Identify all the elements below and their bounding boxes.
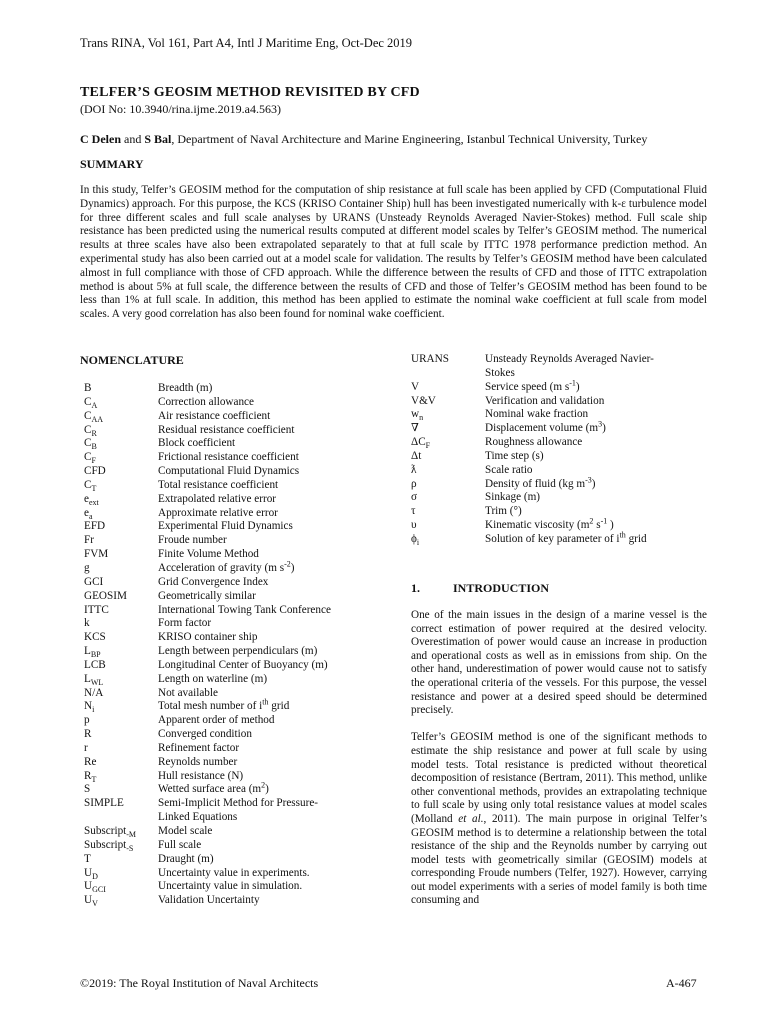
authors-and: and — [121, 132, 145, 146]
nomenclature-symbol: σ — [411, 491, 418, 504]
nomenclature-definition: Kinematic viscosity ($m^2$ $s^{-1}$ ) — [485, 516, 614, 532]
nomenclature-row — [84, 728, 384, 742]
nomenclature-row — [84, 797, 384, 811]
author-1: C Delen — [80, 132, 121, 146]
symbol-subscript: ext — [88, 497, 99, 507]
nomenclature-symbol: $L_{WL}$ — [84, 672, 104, 687]
nomenclature-definition: Experimental Fluid Dynamics — [158, 520, 293, 533]
nomenclature-definition: Length on waterline (m) — [158, 672, 268, 685]
paper-title: TELFER’S GEOSIM METHOD REVISITED BY CFD — [80, 85, 420, 100]
nomenclature-definition: Reynolds number — [158, 755, 238, 768]
nomenclature-definition: Service speed (m $s^{-1}$) — [485, 377, 580, 393]
nomenclature-definition: Approximate relative error — [158, 506, 278, 519]
symbol-subscript: A — [91, 401, 98, 411]
nomenclature-symbol: $U_V$ — [84, 894, 98, 909]
nomenclature-definition: Roughness allowance — [485, 436, 583, 449]
nomenclature-row — [84, 645, 384, 659]
nomenclature-row — [84, 548, 384, 562]
nomenclature-row — [411, 505, 711, 519]
nomenclature-symbol: R — [84, 728, 92, 741]
definition-superscript: -3 — [585, 474, 592, 484]
nomenclature-definition: Stokes — [485, 366, 515, 379]
nomenclature-row — [84, 659, 384, 673]
definition-superscript: th — [262, 697, 269, 707]
nomenclature-row — [84, 520, 384, 534]
symbol-subscript: a — [88, 511, 93, 521]
nomenclature-row — [84, 697, 384, 715]
nomenclature-symbol: r — [84, 741, 88, 754]
nomenclature-row — [84, 839, 384, 853]
nomenclature-definition: Breadth (m) — [158, 382, 213, 394]
nomenclature-row — [84, 756, 384, 770]
definition-superscript: th — [619, 530, 626, 540]
nomenclature-definition: Verification and validation — [485, 394, 605, 407]
nomenclature-symbol — [84, 811, 158, 825]
nomenclature-list-right — [411, 353, 711, 547]
nomenclature-definition: Finite Volume Method — [158, 548, 259, 561]
nomenclature-symbol: $N_i$ — [84, 700, 95, 715]
nomenclature-row — [84, 479, 384, 493]
nomenclature-row — [84, 780, 384, 797]
footer-page-number: A-467 — [666, 976, 697, 990]
symbol-subscript: D — [92, 871, 98, 881]
nomenclature-symbol: υ — [411, 519, 417, 532]
nomenclature-symbol: ∇ — [411, 422, 419, 435]
nomenclature-row — [411, 464, 711, 478]
nomenclature-symbol: ρ — [411, 477, 417, 490]
nomenclature-definition: Refinement factor — [158, 741, 240, 754]
definition-superscript: 2 — [261, 780, 266, 790]
nomenclature-row — [84, 465, 384, 479]
nomenclature-definition: Grid Convergence Index — [158, 575, 269, 588]
nomenclature-symbol: $R_T$ — [84, 769, 97, 784]
nomenclature-row — [84, 410, 384, 424]
nomenclature-row — [411, 395, 711, 409]
nomenclature-definition: KRISO container ship — [158, 631, 258, 644]
nomenclature-list-left — [84, 382, 384, 908]
nomenclature-row — [411, 377, 711, 395]
nomenclature-symbol: $U_{GCI}$ — [84, 880, 106, 895]
nomenclature-definition: Form factor — [158, 617, 212, 630]
nomenclature-definition: Full scale — [158, 838, 202, 851]
introduction-body — [411, 609, 707, 922]
definition-superscript: -2 — [284, 559, 291, 569]
nomenclature-definition: Uncertainty value in experiments. — [158, 866, 310, 879]
symbol-subscript: AA — [91, 414, 104, 424]
nomenclature-definition: Uncertainty value in simulation. — [158, 880, 303, 893]
nomenclature-row — [84, 534, 384, 548]
symbol-subscript: BP — [90, 650, 101, 660]
nomenclature-definition: Apparent order of method — [158, 714, 275, 727]
symbol-subscript: R — [91, 428, 97, 438]
nomenclature-symbol: p — [84, 714, 90, 727]
nomenclature-symbol: S — [84, 783, 91, 796]
nomenclature-row — [84, 631, 384, 645]
nomenclature-definition: Correction allowance — [158, 395, 254, 408]
nomenclature-definition: Froude number — [158, 534, 227, 547]
nomenclature-definition: Solution of key parameter of $i^{th}$ grid — [485, 530, 647, 545]
nomenclature-symbol: V&V — [411, 394, 436, 407]
nomenclature-symbol: $w_n$ — [411, 408, 424, 423]
intro-paragraph-2 — [411, 731, 707, 908]
definition-superscript: 3 — [598, 419, 603, 429]
nomenclature-definition: Not available — [158, 686, 218, 699]
nomenclature-definition: Scale ratio — [485, 463, 533, 476]
nomenclature-symbol: $C_T$ — [84, 478, 97, 494]
nomenclature-definition: Trim (°) — [485, 505, 522, 518]
symbol-subscript: n — [419, 413, 424, 423]
nomenclature-definition: Geometrically similar — [158, 589, 256, 602]
nomenclature-symbol: $C_B$ — [84, 437, 97, 452]
nomenclature-symbol: $L_{BP}$ — [84, 645, 101, 660]
nomenclature-row — [84, 576, 384, 590]
author-affiliation: , Department of Naval Architecture and Marine Engineering, Istanbul Technical University, Turkey — [171, 132, 648, 146]
nomenclature-row — [84, 493, 384, 507]
nomenclature-symbol: $\phi_i$ — [411, 532, 420, 548]
nomenclature-row — [84, 742, 384, 756]
symbol-subscript: V — [92, 899, 98, 909]
nomenclature-symbol: Δt — [411, 449, 422, 462]
nomenclature-row — [84, 825, 384, 839]
nomenclature-definition: International Towing Tank Conference — [158, 603, 331, 616]
nomenclature-row — [411, 408, 711, 422]
symbol-subscript: F — [91, 456, 96, 466]
nomenclature-symbol: Subscript$_{-S}$ — [84, 838, 134, 854]
nomenclature-row — [411, 419, 711, 436]
nomenclature-row — [84, 853, 384, 867]
nomenclature-symbol: N/A — [84, 686, 104, 699]
nomenclature-row — [84, 424, 384, 438]
nomenclature-symbol: V — [411, 380, 420, 393]
nomenclature-definition: Block coefficient — [158, 437, 236, 450]
nomenclature-row — [84, 880, 384, 894]
nomenclature-symbol: CFD — [84, 465, 106, 478]
nomenclature-symbol: $e_{ext}$ — [84, 492, 99, 507]
nomenclature-symbol: Subscript$_{-M}$ — [84, 825, 137, 840]
nomenclature-definition: Sinkage (m) — [485, 491, 540, 504]
section-heading-introduction — [411, 581, 549, 596]
nomenclature-symbol: $C_F$ — [84, 451, 96, 466]
nomenclature-definition: Model scale — [158, 825, 213, 837]
nomenclature-symbol: SIMPLE — [84, 797, 124, 810]
symbol-subscript: GCI — [92, 885, 106, 895]
nomenclature-row — [84, 714, 384, 728]
author-2: S Bal — [144, 132, 172, 146]
nomenclature-symbol: k — [84, 617, 90, 630]
nomenclature-row — [84, 673, 384, 687]
nomenclature-symbol: τ — [411, 505, 416, 518]
nomenclature-definition: Acceleration of gravity (m $s^{-2}$) — [158, 559, 295, 574]
intro-paragraph-2-etal: et al. — [458, 812, 484, 825]
nomenclature-symbol: $\Delta C_F$ — [411, 436, 431, 451]
nomenclature-definition: Length between perpendiculars (m) — [158, 645, 318, 658]
nomenclature-definition: Frictional resistance coefficient — [158, 451, 299, 464]
nomenclature-symbol: ƛ — [411, 463, 417, 476]
doi: (DOI No: 10.3940/rina.ijme.2019.a4.563) — [80, 102, 281, 116]
nomenclature-definition: Draught (m) — [158, 852, 214, 865]
symbol-subscript: WL — [90, 677, 104, 687]
definition-superscript: -1 — [600, 516, 608, 526]
definition-superscript: 2 — [589, 516, 594, 526]
nomenclature-definition: Semi-Implicit Method for Pressure- — [158, 797, 319, 810]
symbol-subscript: -S — [126, 844, 134, 854]
nomenclature-definition: Total resistance coefficient — [158, 478, 279, 491]
nomenclature-symbol: T — [84, 852, 91, 865]
nomenclature-row — [411, 450, 711, 464]
nomenclature-definition: Density of fluid (kg $m^{-3}$) — [485, 474, 596, 490]
nomenclature-row — [84, 590, 384, 604]
nomenclature-definition: Converged condition — [158, 728, 252, 741]
nomenclature-heading: NOMENCLATURE — [80, 353, 184, 367]
nomenclature-row — [411, 516, 711, 533]
symbol-subscript: T — [91, 774, 97, 784]
nomenclature-symbol: B — [84, 382, 92, 394]
nomenclature-definition: Displacement volume $(m^3)$ — [485, 419, 606, 435]
nomenclature-definition: Computational Fluid Dynamics — [158, 465, 300, 478]
nomenclature-symbol: EFD — [84, 520, 106, 533]
journal-header: Trans RINA, Vol 161, Part A4, Intl J Maritime Eng, Oct-Dec 2019 — [80, 36, 413, 50]
nomenclature-row — [84, 687, 384, 701]
nomenclature-symbol: Re — [84, 755, 97, 768]
nomenclature-symbol: $C_R$ — [84, 423, 97, 438]
nomenclature-symbol: Fr — [84, 534, 94, 547]
nomenclature-row — [84, 396, 384, 410]
nomenclature-definition: Unsteady Reynolds Averaged Navier- — [485, 353, 654, 365]
nomenclature-row — [411, 353, 711, 367]
nomenclature-row — [84, 437, 384, 451]
nomenclature-definition: Wetted surface area $(m^2)$ — [158, 780, 269, 796]
nomenclature-row — [84, 382, 384, 396]
intro-paragraph-2-part-b: , 2011). The main purpose in original Telfer’s GEOSIM method is to determine a relationship between the total resistance of the ship and the Reynolds number by carrying out model tests with geometrically similar (GEOSIM) models at corresponding Froude numbers (Telfer, 1927). However, carrying out model experiments with a series of model family is both time consuming and — [411, 812, 707, 907]
summary-heading: SUMMARY — [80, 157, 144, 171]
nomenclature-symbol: FVM — [84, 548, 109, 561]
nomenclature-symbol: $U_D$ — [84, 866, 98, 881]
nomenclature-symbol: GCI — [84, 575, 104, 588]
nomenclature-row — [84, 617, 384, 631]
nomenclature-row — [411, 474, 711, 492]
nomenclature-symbol: $e_a$ — [84, 506, 93, 521]
nomenclature-definition: Total mesh number of $i^{th}$ grid — [158, 697, 290, 713]
nomenclature-row — [411, 367, 711, 381]
symbol-subscript: F — [425, 441, 431, 451]
nomenclature-definition: Time step (s) — [485, 449, 544, 462]
nomenclature-definition: Residual resistance coefficient — [158, 423, 295, 436]
nomenclature-row — [84, 811, 384, 825]
nomenclature-definition: Nominal wake fraction — [485, 408, 589, 421]
nomenclature-symbol: URANS — [411, 353, 449, 365]
nomenclature-symbol — [411, 367, 485, 381]
nomenclature-row — [84, 507, 384, 521]
nomenclature-row — [84, 559, 384, 576]
definition-superscript: -1 — [569, 377, 576, 387]
symbol-subscript: -M — [126, 830, 137, 840]
nomenclature-symbol: GEOSIM — [84, 589, 127, 602]
symbol-subscript: i — [92, 705, 95, 715]
symbol-subscript: T — [91, 484, 97, 494]
nomenclature-definition: Hull resistance (N) — [158, 769, 244, 782]
nomenclature-row — [411, 436, 711, 450]
authors-line — [80, 132, 647, 147]
nomenclature-row — [84, 770, 384, 784]
nomenclature-symbol: $C_{AA}$ — [84, 409, 104, 424]
nomenclature-definition: Air resistance coefficient — [158, 409, 271, 422]
nomenclature-definition: Longitudinal Center of Buoyancy (m) — [158, 658, 328, 671]
nomenclature-row — [84, 867, 384, 881]
nomenclature-symbol: ITTC — [84, 603, 109, 616]
symbol-subscript: i — [416, 538, 420, 548]
nomenclature-row — [411, 491, 711, 505]
nomenclature-definition: Linked Equations — [158, 811, 238, 824]
intro-paragraph-2-part-a: Telfer’s GEOSIM method is one of the significant methods to estimate the ship resistance and power at full scale by using model tests. Total resistance is predicted without theoretical decomposition of resistance (Bertram, 2011). This method, unlike other conventional methods, provides an extrapolating technique to full scale by using only total resistance values at model scales (Molland — [411, 731, 707, 825]
section-number: 1. — [411, 581, 420, 595]
symbol-subscript: B — [91, 442, 97, 452]
abstract: In this study, Telfer’s GEOSIM method for the computation of ship resistance at full scale has been applied by CFD (Computational Fluid Dynamics) approach. For this purpose, the KCS (KRISO Container Ship) hull has been investigated numerically with k-ε turbulence model for three different scales and full scale analyses by URANS (Unsteady Reynolds Averaged Navier-Stokes) method. Full scale ship resistance has been predicted using the numerical results computed at different model scales by Telfer’s GEOSIM method. The numerical results at three scales have also been extrapolated separately to that at full scale by ITTC 1978 performance prediction method. An experimental study has also been carried out at a model scale for validation. The results by Telfer’s GEOSIM method have been calculated almost in full compliance with those of CFD approach. While the difference between the results of CFD and those of ITTC extrapolation method is about 5% at full scale, the difference between the results of CFD and those of Telfer’s GEOSIM method has been found to be less than 1% at full scale. In addition, this method has been applied to estimate the nominal wake coefficient at full scale from model scales. A very good correlation has also been found for nominal wake coefficient. — [80, 184, 707, 321]
nomenclature-symbol: $C_A$ — [84, 395, 98, 411]
nomenclature-row — [411, 530, 711, 548]
section-title: INTRODUCTION — [453, 581, 550, 595]
footer-copyright: ©2019: The Royal Institution of Naval Architects — [80, 976, 319, 990]
nomenclature-definition: Extrapolated relative error — [158, 492, 277, 505]
nomenclature-row — [84, 604, 384, 618]
nomenclature-symbol: KCS — [84, 631, 106, 644]
nomenclature-definition: Validation Uncertainty — [158, 894, 260, 907]
nomenclature-row — [84, 894, 384, 908]
nomenclature-symbol: LCB — [84, 658, 106, 671]
nomenclature-symbol: g — [84, 561, 90, 574]
nomenclature-row — [84, 451, 384, 465]
intro-paragraph-1: One of the main issues in the design of a marine vessel is the correct estimation of power required at the desired velocity. Overestimation of power would cause an increase in production and operational costs as well as in emissions from ship. On the other hand, underestimation of power would cause not to satisfy the operational criteria of the vessels. For this purpose, the vessel resistance and power at a desired speed should be determined precisely. — [411, 609, 707, 717]
